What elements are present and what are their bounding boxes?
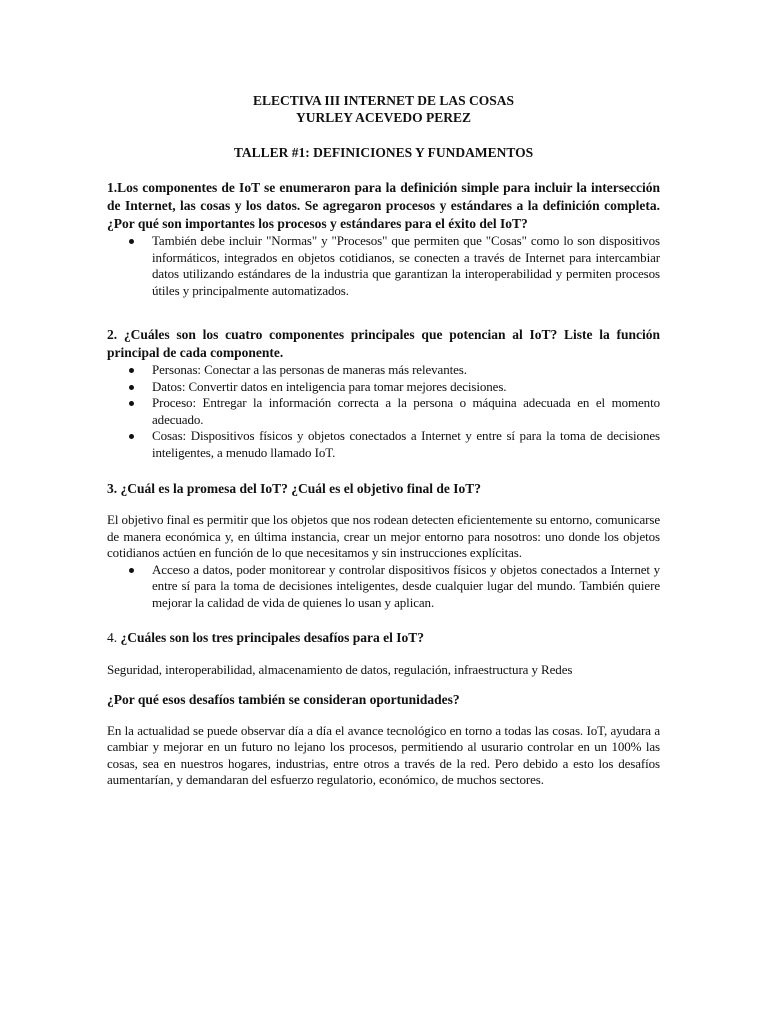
question-4-answer: Seguridad, interoperabilidad, almacenamiento de datos, regulación, infraestructura y Redes: [107, 662, 573, 677]
document-subtitle: TALLER #1: DEFINICIONES Y FUNDAMENTOS: [233, 145, 534, 160]
bullet-icon: [129, 239, 134, 244]
bullet-icon: [129, 401, 134, 406]
bullet-icon: [129, 385, 134, 390]
bullet-icon: [129, 368, 134, 373]
question-4: [107, 629, 660, 647]
list-item: [107, 395, 660, 428]
list-item-text: Cosas: Dispositivos físicos y objetos conectados a Internet y entre sí para la toma de decisiones inteligentes, a menudo llamado IoT.: [152, 428, 660, 460]
question-5-answer-paragraph: En la actualidad se puede observar día a día el avance tecnológico en torno a todas las cosas. IoT, ayudara a cambiar y mejorar en un futuro no lejano los procesos, permitiendo al usurario controlar en un 100% las cosas, sea en nuestros hogares, industrias, entre otros a través de la red. Pero debido a esto los desafíos aumentarían, y demandaran del esfuerzo regulatorio, económico, de muchos sectores.: [107, 722, 660, 787]
question-3-answer-list: [107, 562, 660, 612]
list-item: [107, 233, 660, 299]
list-item-text: Datos: Convertir datos en inteligencia para tomar mejores decisiones.: [152, 378, 507, 394]
list-item: [107, 362, 660, 379]
question-1: 1.Los componentes de IoT se enumeraron para la definición simple para incluir la intersección de Internet, las cosas y los datos. Se agregaron procesos y estándares a la definición completa. ¿Por qué son importantes los procesos y estándares para el éxito del IoT?: [107, 180, 660, 231]
question-2-answer-list: [107, 362, 660, 461]
list-item: [107, 379, 660, 396]
bullet-icon: [129, 568, 134, 573]
document-title-line-2: YURLEY ACEVEDO PEREZ: [295, 110, 472, 125]
document-title-line-1: ELECTIVA III INTERNET DE LAS COSAS: [253, 93, 514, 108]
list-item: [107, 562, 660, 612]
question-4-number: 4.: [107, 630, 121, 645]
list-item-text: Personas: Conectar a las personas de maneras más relevantes.: [152, 362, 467, 377]
question-5: ¿Por qué esos desafíos también se consideran oportunidades?: [107, 691, 460, 707]
question-2: 2. ¿Cuáles son los cuatro componentes principales que potencian al IoT? Liste la función principal de cada componente.: [107, 327, 660, 360]
question-4-text: ¿Cuáles son los tres principales desafíos para el IoT?: [120, 630, 425, 645]
question-3-answer-paragraph: El objetivo final es permitir que los objetos que nos rodean detecten eficientemente su entorno, comunicarse de manera económica y, en última instancia, crear un mejor entorno para nosotros: uno donde los objetos cotidianos actúen en función de lo que necesitamos y sin instrucciones explícitas.: [107, 512, 660, 560]
list-item-text: También debe incluir "Normas" y "Procesos" que permiten que "Cosas" como lo son dispositivos informáticos, integrados en objetos cotidianos, se conecten a través de Internet para intercambiar datos utilizando estándares de la industria que garantizan la interoperabilidad y permiten procesos útiles y principalmente automatizados.: [152, 233, 660, 298]
list-item: [107, 428, 660, 461]
question-3: 3. ¿Cuál es la promesa del IoT? ¿Cuál es el objetivo final de IoT?: [107, 481, 482, 496]
question-1-answer-list: [107, 233, 660, 299]
document-page: [107, 92, 660, 789]
bullet-icon: [129, 434, 134, 439]
list-item-text: Acceso a datos, poder monitorear y controlar dispositivos físicos y objetos conectados a Internet y entre sí para la toma de decisiones inteligentes, desde cualquier lugar del mundo. También quiere mejorar la calidad de vida de quienes lo usan y aplican.: [152, 561, 660, 610]
list-item-text: Proceso: Entregar la información correcta a la persona o máquina adecuada en el momento adecuado.: [152, 395, 660, 427]
